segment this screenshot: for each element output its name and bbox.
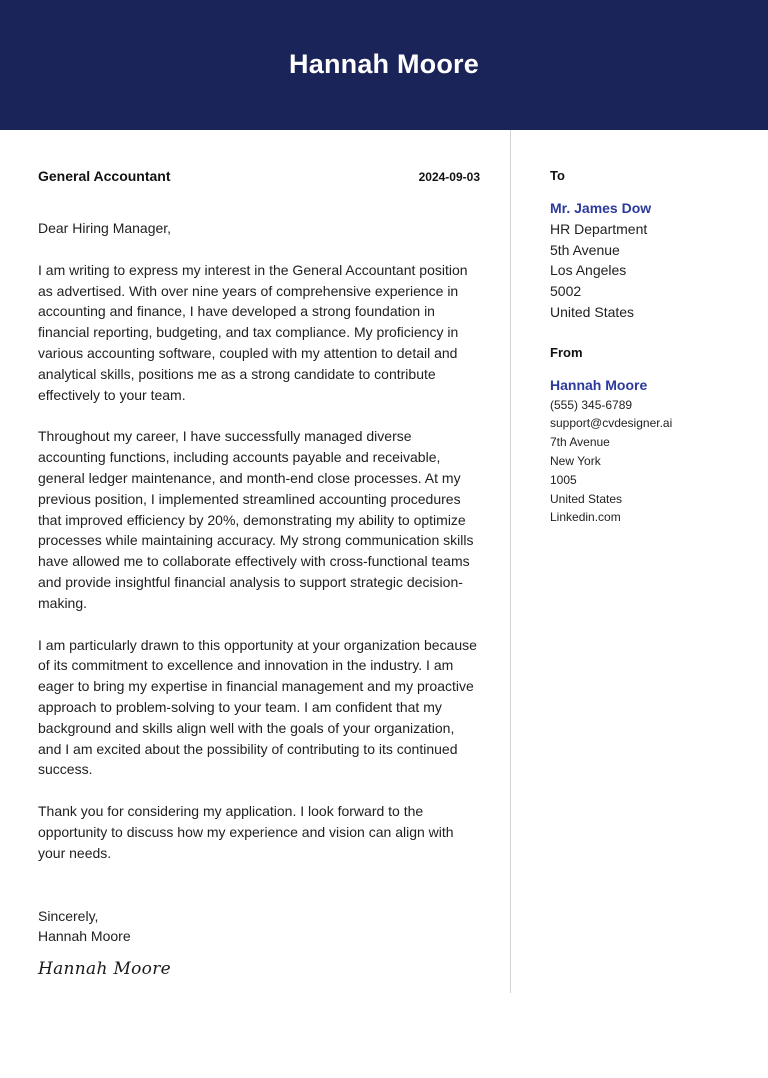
sender-email: support@cvdesigner.ai [550,416,673,431]
letter-header [0,0,768,130]
contact-sidebar [550,168,750,527]
header-name: Hannah Moore [289,48,479,79]
letter-date: 2024-09-03 [418,170,480,184]
signer-name: Hannah Moore [38,928,131,945]
letter-body [38,168,480,979]
sender-linkedin: Linkedin.com [550,510,621,525]
recipient-zip: 5002 [550,283,582,300]
handwritten-signature: Hannah Moore [38,959,172,980]
sender-name: Hannah Moore [550,376,648,393]
to-heading: To [550,168,565,183]
sender-zip: 1005 [550,472,577,487]
closing-block [38,906,480,948]
sender-country: United States [550,491,623,506]
recipient-street: 5th Avenue [550,241,620,258]
paragraph-3: I am particularly drawn to this opportunity at your organization because of its commitment to excellence and innovation in the industry. I am eager to bring my expertise in financial management and my proactive approach to problem-solving to your team. I am confident that my background and skills align well with the goals of your organization, and I am excited about the possibility of contributing to its continued success. [38,636,477,778]
recipient-city: Los Angeles [550,262,627,279]
title-row [38,168,480,188]
recipient-department: HR Department [550,220,648,237]
paragraph-1: I am writing to express my interest in the General Accountant position as advertised. With over nine years of comprehensive experience in accounting and finance, I have developed a strong foundation in financial reporting, budgeting, and tax compliance. My proficiency in various accounting software, coupled with my attention to detail and analytical skills, positions me as a strong candidate to contribute effectively to your team. [38,261,468,403]
recipient-name: Mr. James Dow [550,200,652,216]
closing: Sincerely, [38,907,99,924]
sender-street: 7th Avenue [550,435,610,450]
column-divider [510,130,511,993]
job-title: General Accountant [38,168,171,184]
recipient-country: United States [550,303,635,320]
from-heading: From [550,344,583,360]
sender-phone: (555) 345-6789 [550,397,633,412]
salutation: Dear Hiring Manager, [38,220,172,236]
paragraph-4: Thank you for considering my application. I look forward to the opportunity to discuss how my experience and vision can align with your needs. [38,803,454,861]
paragraph-2: Throughout my career, I have successfully managed diverse accounting functions, including accounts payable and receivable, general ledger maintenance, and month-end close processes. At my previous position, I implemented streamlined accounting procedures that improved efficiency by 20%, demonstrating my ability to optimize processes while maintaining accuracy. My strong communication skills have allowed me to collaborate effectively with cross-functional teams and provide insightful financial analysis to support strategic decision-making. [38,428,474,611]
sender-city: New York [550,453,601,468]
